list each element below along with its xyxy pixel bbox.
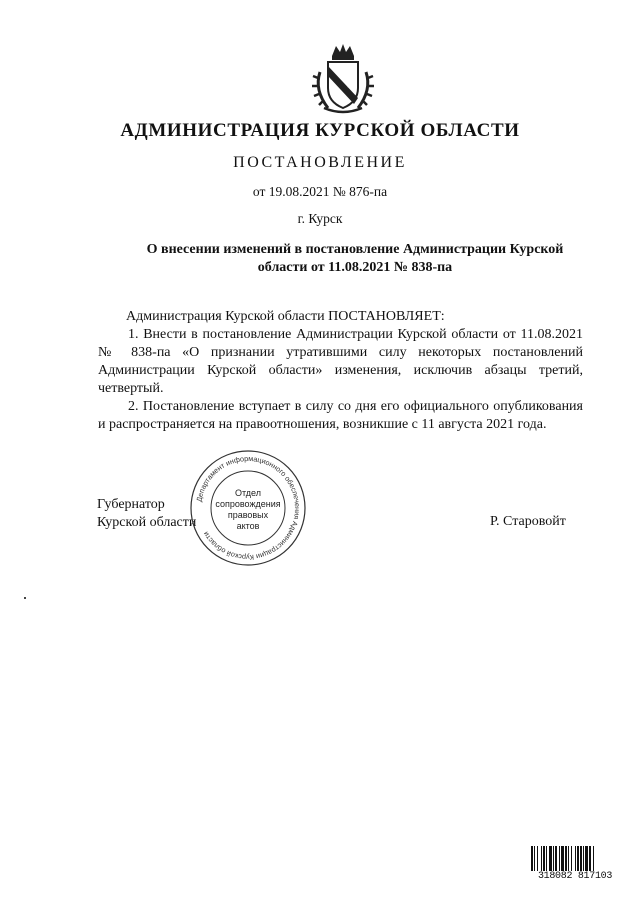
subject-line-2: области от 11.08.2021 № 838-па <box>257 260 453 275</box>
stamp-line-1: Отдел <box>234 488 262 498</box>
document-type: ПОСТАНОВЛЕНИЕ <box>233 154 407 171</box>
barcode-bar <box>546 846 547 872</box>
barcode-bar <box>568 846 569 872</box>
stamp-line-3: правовых <box>227 510 269 520</box>
barcode-bar <box>575 846 576 872</box>
scan-speck <box>24 597 26 599</box>
document-body <box>98 308 583 434</box>
barcode-bar <box>541 846 542 872</box>
barcode-bar <box>549 846 552 872</box>
document-date-number: от 19.08.2021 № 876-па <box>252 184 388 199</box>
kursk-coat-of-arms-icon <box>310 42 376 114</box>
signatory-position-line-1: Губернатор <box>97 497 165 512</box>
barcode-bar <box>559 846 560 872</box>
barcode-bar <box>593 846 594 872</box>
barcode-bar <box>534 846 535 872</box>
barcode-bar <box>553 846 554 872</box>
signatory-position <box>97 496 196 532</box>
document-subject <box>120 241 590 277</box>
body-lead: Администрация Курской области ПОСТАНОВЛЯЕТ: <box>126 309 445 324</box>
barcode-bar <box>580 846 582 872</box>
stamp-line-4: актов <box>236 521 260 531</box>
body-item-2: 2. Постановление вступает в силу со дня его официального опубликования и распространяется на правоотношения, возникшие с 11 августа 2021 года. <box>98 399 583 432</box>
barcode-bar <box>561 846 564 872</box>
barcode-bar <box>589 846 591 872</box>
stamp-line-2: сопровождения <box>215 499 281 509</box>
barcode-bar <box>577 846 579 872</box>
document-city: г. Курск <box>297 211 343 226</box>
barcode-bar <box>555 846 557 872</box>
emblem <box>310 42 376 114</box>
barcode-bar <box>585 846 588 872</box>
subject-line-1: О внесении изменений в постановление Администрации Курской <box>146 242 564 257</box>
barcode-number: 318082 817103 <box>530 871 620 882</box>
organization-title: АДМИНИСТРАЦИЯ КУРСКОЙ ОБЛАСТИ <box>120 120 520 141</box>
barcode-bar <box>531 846 533 872</box>
stamp-ring-text: Департамент информационного обеспечения Администрации Курской области <box>194 453 303 563</box>
signatory-position-line-2: Курской области <box>97 515 197 530</box>
barcode-bar <box>543 846 545 872</box>
barcode-bar <box>571 846 572 872</box>
department-stamp <box>188 448 308 568</box>
barcode-bar <box>565 846 567 872</box>
signatory-name: Р. Старовойт <box>490 514 566 529</box>
barcode-bar <box>537 846 538 872</box>
barcode-bar <box>583 846 584 872</box>
body-item-1: 1. Внести в постановление Администрации Курской области от 11.08.2021 № 838-па «О признании утратившими силу некоторых постановлений Администрации Курской области» изменения, исключив абзацы третий, четвертый. <box>98 327 583 396</box>
